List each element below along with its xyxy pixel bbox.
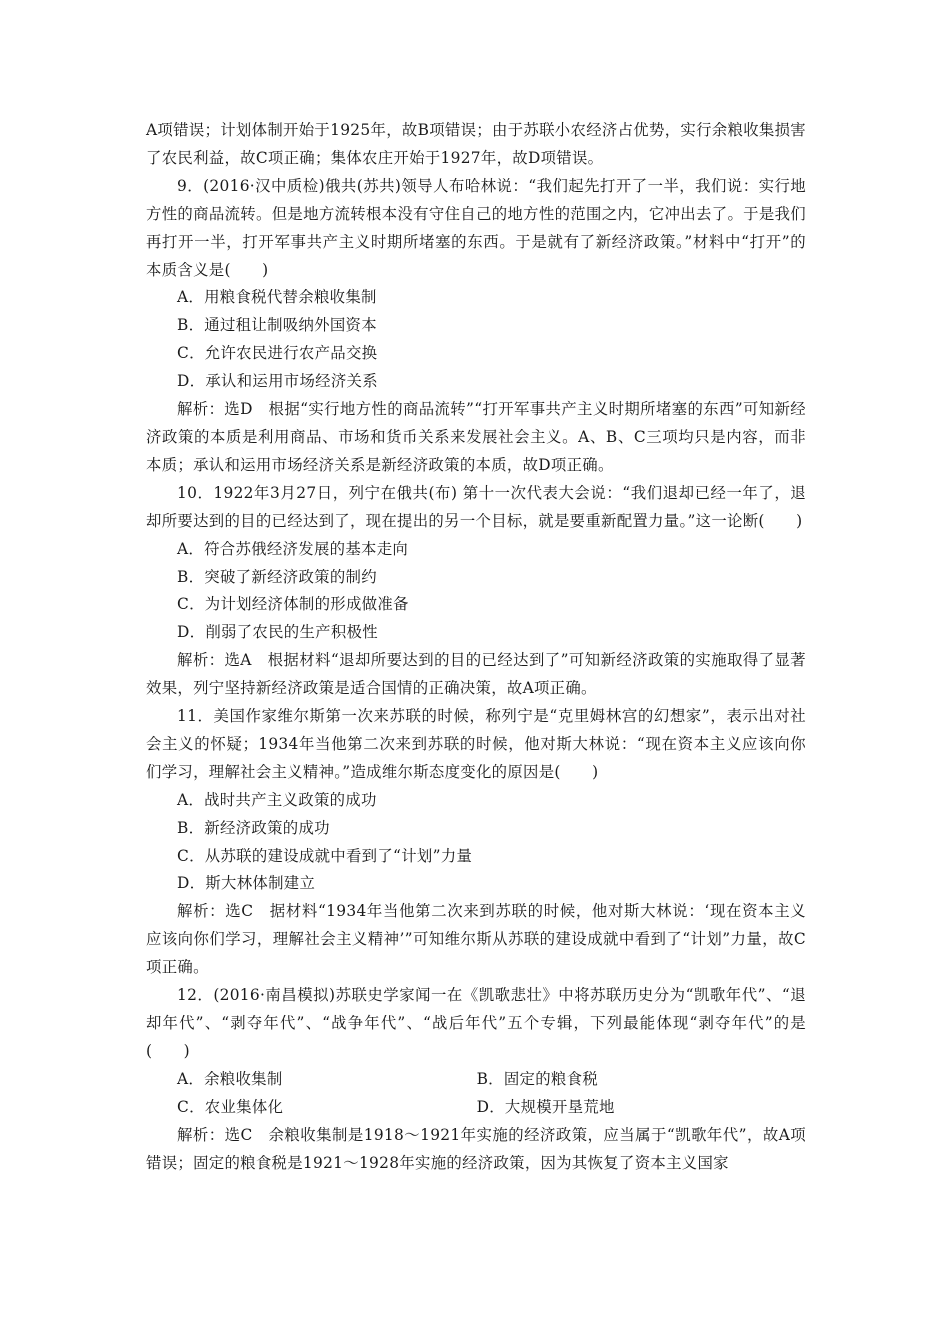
question-stem: 11．美国作家维尔斯第一次来苏联的时候，称列宁是“克里姆林宫的幻想家”，表示出对社会主义的怀疑；1934年当他第二次来到苏联的时候，他对斯大林说：“现在资本主义应该向你们学习，理解社会主义精神。”造成维尔斯态度变化的原因是( ) [146, 707, 806, 781]
previous-answer-continuation [146, 117, 806, 173]
option-c: C．农业集体化 [177, 1097, 284, 1116]
question-stem: 10．1922年3月27日，列宁在俄共(布) 第十一次代表大会说：“我们退却已经一年了，退却所要达到的目的已经达到了，现在提出的另一个目标，就是要重新配置力量。”这一论断( ) [146, 483, 806, 530]
answer-explanation: 解析：选D 根据“实行地方性的商品流转”“打开军事共产主义时期所堵塞的东西”可知新经济政策的本质是利用商品、市场和货币关系来发展社会主义。A、B、C三项均只是内容，而非本质；承认和运用市场经济关系是新经济政策的本质，故D项正确。 [146, 400, 806, 474]
question-stem: 12．(2016·南昌模拟)苏联史学家闻一在《凯歌悲壮》中将苏联历史分为“凯歌年代”、“退却年代”、“剥夺年代”、“战争年代”、“战后年代”五个专辑，下列最能体现“剥夺年代”的是( ) [146, 986, 806, 1060]
previous-answer-line-2: 集损害了农民利益，故C项正确；集体农庄开始于1927年，故D项错误。 [146, 121, 806, 167]
answer-explanation: 解析：选C 据材料“1934年当他第二次来到苏联的时候，他对斯大林说：‘现在资本主义应该向你们学习，理解社会主义精神’”可知维尔斯从苏联的建设成就中看到了“计划”力量，故C项正确。 [146, 902, 806, 977]
option-c: C．为计划经济体制的形成做准备 [177, 595, 409, 614]
option-row-2 [146, 1094, 806, 1122]
option-a: A．用粮食税代替余粮收集制 [177, 288, 377, 307]
question-11 [146, 703, 806, 982]
previous-answer-line-1: A项错误；计划体制开始于1925年，故B项错误；由于苏联小农经济占优势，实行余粮收 [146, 121, 759, 139]
option-b: B．通过租让制吸纳外国资本 [177, 316, 377, 335]
option-b: B．新经济政策的成功 [177, 818, 330, 837]
question-9 [146, 173, 806, 480]
option-d: D．大规模开垦荒地 [476, 1097, 615, 1116]
question-stem: 9．(2016·汉中质检)俄共(苏共)领导人布哈林说：“我们起先打开了一半，我们说：实行地方性的商品流转。但是地方流转根本没有守住自己的地方性的范围之内，它冲出去了。于是我们再打开一半，打开军事共产主义时期所堵塞的东西。于是就有了新经济政策。”材料中“打开”的本质含义是( ) [146, 176, 806, 279]
question-10 [146, 480, 806, 703]
option-d: D．承认和运用市场经济关系 [177, 372, 378, 391]
document-body [146, 117, 806, 1177]
question-12 [146, 982, 806, 1177]
option-a: A．符合苏俄经济发展的基本走向 [177, 539, 409, 558]
option-c: C．从苏联的建设成就中看到了“计划”力量 [177, 846, 473, 865]
option-b: B．固定的粮食税 [476, 1069, 599, 1088]
option-d: D．斯大林体制建立 [177, 874, 316, 893]
answer-explanation: 解析：选C 余粮收集制是1918～1921年实施的经济政策，应当属于“凯歌年代”，故A项错误；固定的粮食税是1921～1928年实施的经济政策，因为其恢复了资本主义国家 [146, 1125, 806, 1172]
option-a: A．战时共产主义政策的成功 [177, 790, 377, 809]
option-c: C．允许农民进行农产品交换 [177, 344, 378, 363]
option-row-1 [146, 1066, 806, 1094]
answer-explanation: 解析：选A 根据材料“退却所要达到的目的已经达到了”可知新经济政策的实施取得了显著效果，列宁坚持新经济政策是适合国情的正确决策，故A项正确。 [146, 651, 806, 698]
option-b: B．突破了新经济政策的制约 [177, 567, 377, 586]
option-a: A．余粮收集制 [177, 1069, 283, 1088]
option-d: D．削弱了农民的生产积极性 [177, 623, 378, 642]
